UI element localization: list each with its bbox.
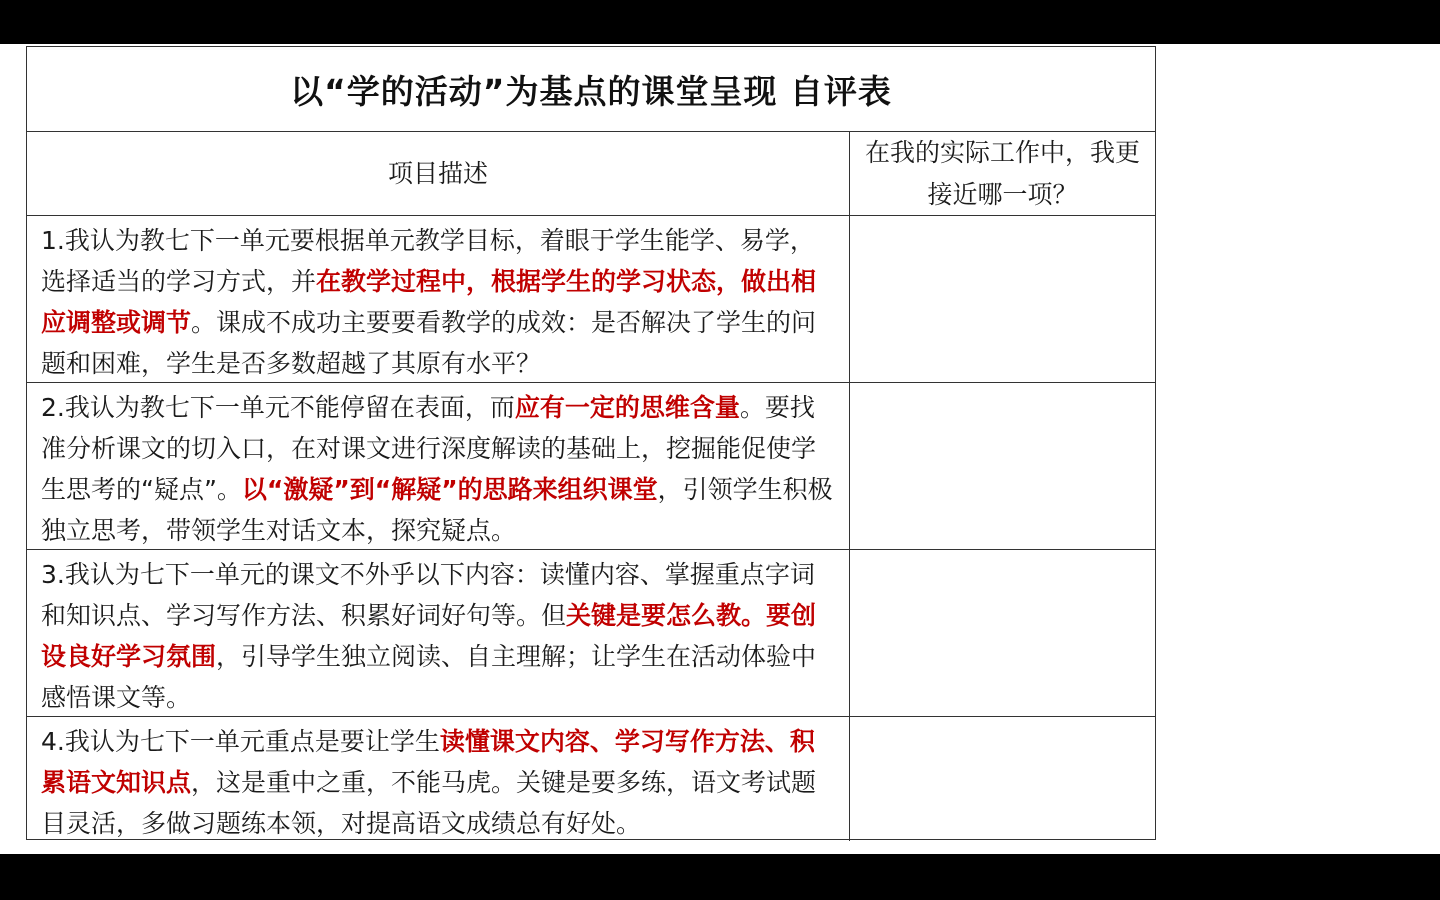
item-text: ，引领学生积极独立思考，带领学生对话文本，探究疑点。 (41, 475, 833, 545)
slide (0, 44, 1440, 854)
item-highlight: 读懂课文内容、学习写作方法、积累语文知识点 (41, 727, 815, 797)
item-highlight: 在教学过程中，根据学生的学习状态，做出相应调整或调节 (41, 267, 817, 337)
item-text: 。要找准分析课文的切入口，在对课文进行深度解读的基础上，挖掘能促使学生思考的“疑点”。 (41, 393, 817, 504)
answer-cell[interactable] (850, 717, 1155, 841)
answer-cell[interactable] (850, 383, 1155, 549)
answer-cell[interactable] (850, 550, 1155, 716)
item-text: 。课成不成功主要要看教学的成效：是否解决了学生的问题和困难，学生是否多数超越了其原有水平？ (41, 308, 817, 378)
item-description (27, 383, 850, 549)
item-description (27, 717, 850, 841)
item-text: ，引导学生独立阅读、自主理解；让学生在活动体验中感悟课文等。 (41, 642, 817, 712)
table-row (27, 717, 1155, 841)
header-choice: 在我的实际工作中，我更接近哪一项？ (864, 137, 1140, 209)
table-row (27, 550, 1155, 717)
item-text: 4.我认为七下一单元重点是要让学生 (41, 727, 440, 756)
header-description: 项目描述 (27, 132, 850, 215)
item-description (27, 550, 850, 716)
table-header-row (27, 132, 1155, 216)
item-text: ，这是重中之重，不能马虎。关键是要多练，语文考试题目灵活，多做习题练本领，对提高语文成绩总有好处。 (41, 768, 817, 838)
table-row (27, 383, 1155, 550)
item-text: 2.我认为教七下一单元不能停留在表面，而 (41, 393, 515, 422)
answer-cell[interactable] (850, 216, 1155, 382)
item-highlight: 关键是要怎么教。要创设良好学习氛围 (41, 601, 817, 671)
table-title: 以“学的活动”为基点的课堂呈现 自评表 (27, 47, 1155, 132)
item-highlight: 应有一定的思维含量 (514, 393, 740, 422)
item-text: 3.我认为七下一单元的课文不外乎以下内容：读懂内容、掌握重点字词和知识点、学习写作方法、积累好词好句等。但 (41, 560, 815, 630)
item-highlight: 以“激疑”到“解疑”的思路来组织课堂 (241, 475, 658, 504)
table-row (27, 216, 1155, 383)
item-text: 1.我认为教七下一单元要根据单元教学目标，着眼于学生能学、易学，选择适当的学习方式，并 (41, 226, 815, 296)
item-description (27, 216, 850, 382)
self-evaluation-table (26, 46, 1156, 840)
